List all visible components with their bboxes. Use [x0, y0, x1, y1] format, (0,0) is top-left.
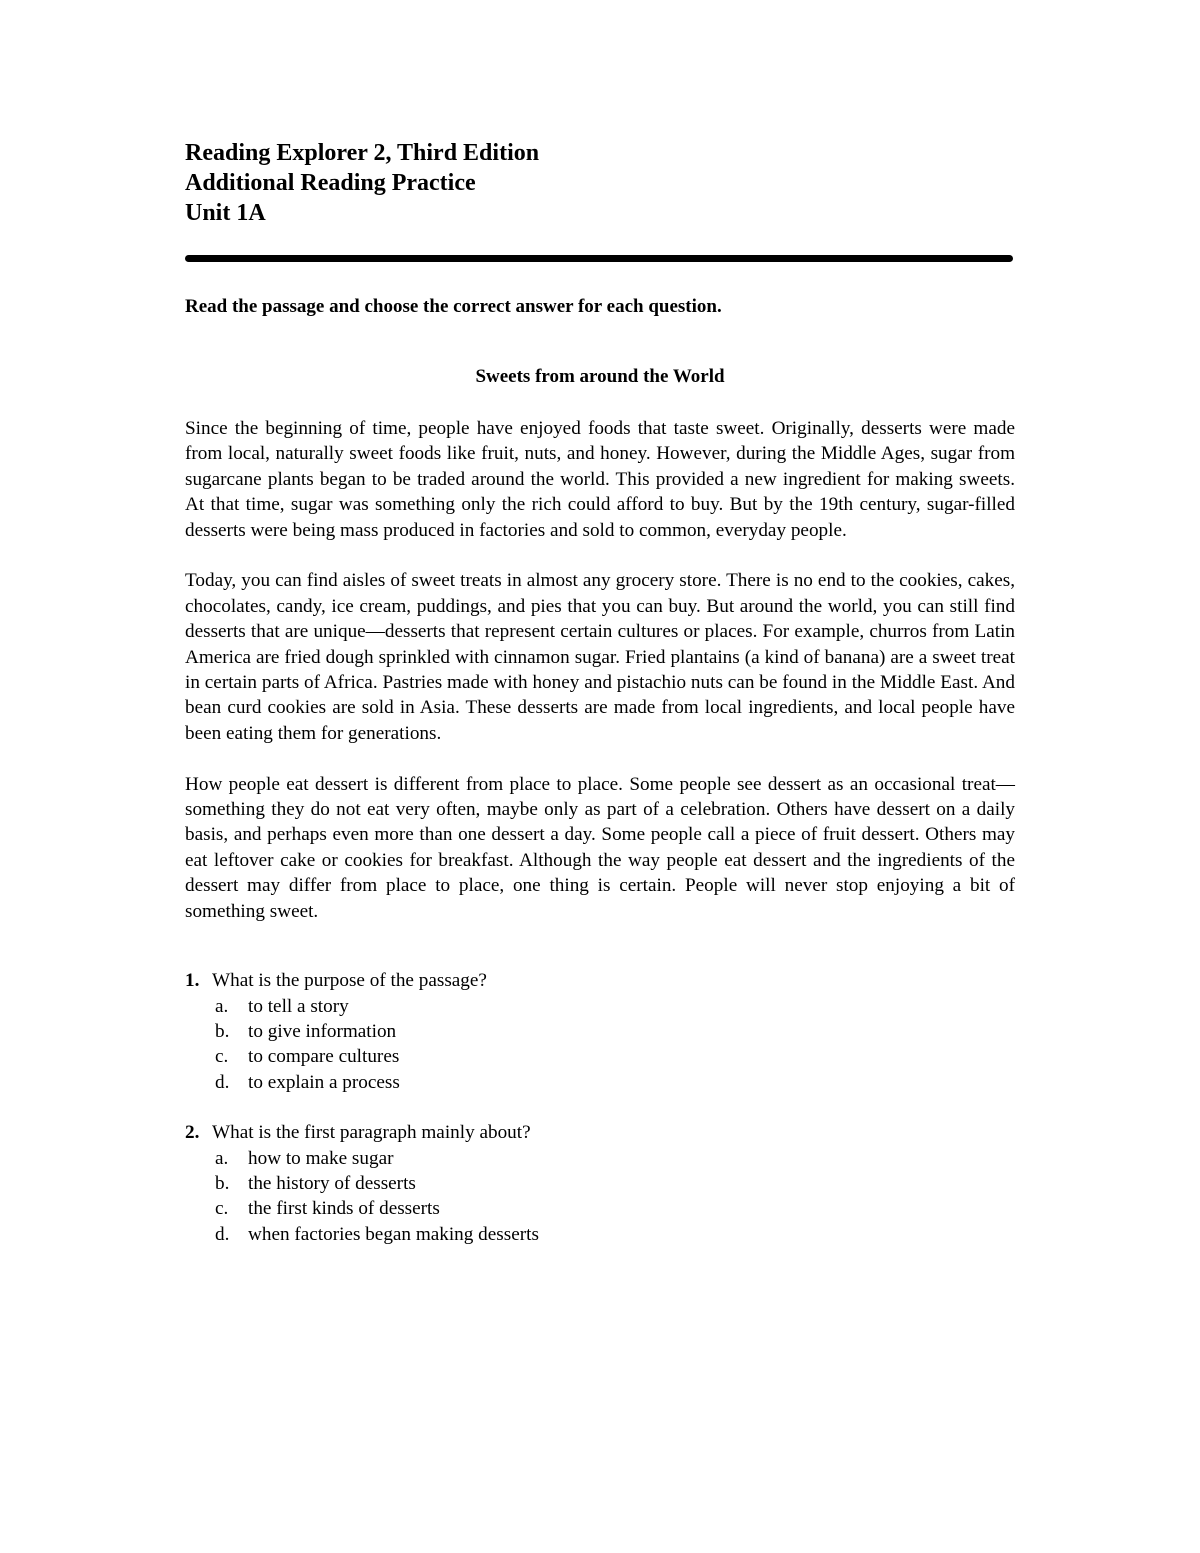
question-text: What is the purpose of the passage?: [212, 970, 487, 992]
header-divider: [185, 255, 1013, 262]
answer-option: [185, 1222, 1015, 1247]
passage-paragraph: Since the beginning of time, people have enjoyed foods that taste sweet. Originally, desserts were made from local, naturally sweet foods like fruit, nuts, and honey. However, during the Middle Ages, sugar from sugarcane plants began to be traded around the world. This provided a new ingredient for making sweets. At that time, sugar was something only the rich could afford to buy. But by the 19th century, sugar-filled desserts were being mass produced in factories and sold to common, everyday people.: [185, 418, 1015, 541]
passage-paragraph: How people eat dessert is different from place to place. Some people see dessert as an occasional treat—something they do not eat very often, maybe only as part of a celebration. Others have dessert on a daily basis, and perhaps even more than one dessert a day. Some people call a piece of fruit dessert. Others may eat leftover cake or cookies for breakfast. Although the way people eat dessert and the ingredients of the dessert may differ from place to place, one thing is certain. People will never stop enjoying a bit of something sweet.: [185, 773, 1015, 922]
question-stem: [185, 968, 1015, 993]
option-letter: c.: [215, 1046, 229, 1068]
answer-option: [185, 994, 1015, 1019]
option-letter: a.: [215, 995, 229, 1017]
option-letter: a.: [215, 1147, 229, 1169]
option-letter: c.: [215, 1198, 229, 1220]
option-text: when factories began making desserts: [248, 1223, 539, 1245]
question-list: [185, 968, 1015, 1247]
option-text: the first kinds of desserts: [248, 1198, 440, 1220]
answer-option: [185, 1196, 1015, 1221]
document-header: [185, 138, 1015, 228]
document-page: [185, 138, 1015, 1272]
question-stem: [185, 1120, 1015, 1145]
passage-paragraph: Today, you can find aisles of sweet treats in almost any grocery store. There is no end to the cookies, cakes, chocolates, candy, ice cream, puddings, and pies that you can buy. But around the world, you can still find desserts that are unique—desserts that represent certain cultures or places. For example, churros from Latin America are fried dough sprinkled with cinnamon sugar. Fried plantains (a kind of banana) are a sweet treat in certain parts of Africa. Pastries made with honey and pistachio nuts can be found in the Middle East. And bean curd cookies are sold in Asia. These desserts are made from local ingredients, and local people have been eating them for generations.: [185, 570, 1015, 744]
answer-option: [185, 1146, 1015, 1171]
option-text: to tell a story: [248, 995, 349, 1017]
passage-title: Sweets from around the World: [475, 366, 725, 387]
answer-option: [185, 1019, 1015, 1044]
option-letter: b.: [215, 1020, 230, 1042]
answer-options: [185, 994, 1015, 1096]
instructions: Read the passage and choose the correct answer for each question.: [185, 296, 722, 317]
practice-title: Additional Reading Practice: [185, 170, 476, 196]
option-text: to compare cultures: [248, 1046, 400, 1068]
answer-option: [185, 1044, 1015, 1069]
passage: [185, 416, 1015, 924]
option-text: to give information: [248, 1020, 397, 1042]
answer-options: [185, 1146, 1015, 1248]
question-number: 2.: [185, 1122, 200, 1144]
unit-title: Unit 1A: [185, 200, 266, 226]
question-number: 1.: [185, 970, 200, 992]
question-1: [185, 968, 1015, 1095]
option-text: to explain a process: [248, 1071, 400, 1093]
question-2: [185, 1120, 1015, 1247]
answer-option: [185, 1070, 1015, 1095]
option-text: the history of desserts: [248, 1172, 416, 1194]
answer-option: [185, 1171, 1015, 1196]
book-title: Reading Explorer 2, Third Edition: [185, 140, 540, 166]
option-letter: b.: [215, 1172, 230, 1194]
option-letter: d.: [215, 1071, 230, 1093]
option-text: how to make sugar: [248, 1147, 394, 1169]
question-text: What is the first paragraph mainly about?: [212, 1122, 531, 1144]
option-letter: d.: [215, 1223, 230, 1245]
